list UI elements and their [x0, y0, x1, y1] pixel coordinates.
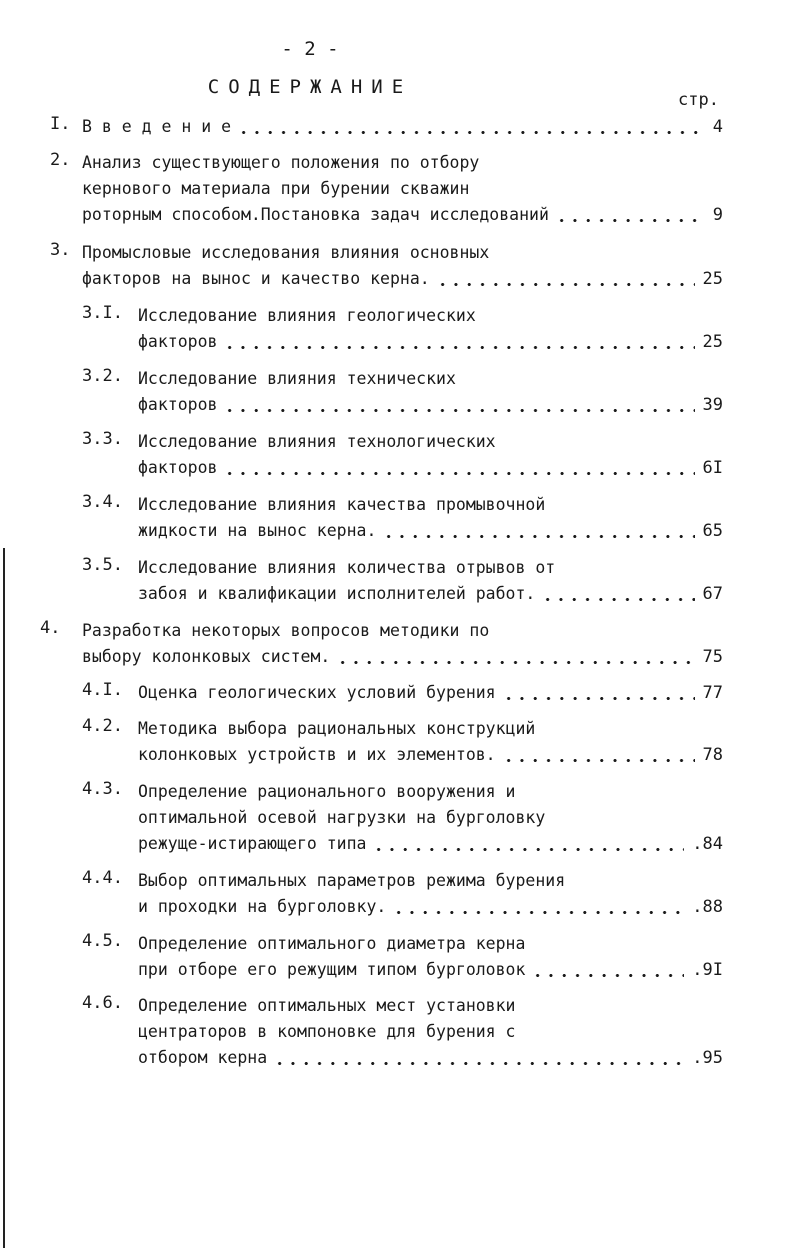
- toc-entry-number: 3.I.: [82, 303, 123, 323]
- toc-entry-line: [138, 303, 476, 329]
- toc-page-ref: 9: [712, 205, 723, 225]
- toc-entry-line: [138, 518, 701, 544]
- toc-entry-text: Методика выбора рациональных конструкций: [138, 719, 536, 738]
- toc-page-ref: .9I: [692, 960, 723, 980]
- toc-entry-number: 4.: [40, 618, 61, 638]
- toc-page-ref: .88: [692, 897, 723, 917]
- toc-page-ref: .84: [692, 834, 723, 854]
- toc-entry-number: 3.: [50, 240, 71, 260]
- toc-entry-line: [138, 805, 545, 831]
- toc-entry-line: [138, 366, 456, 392]
- toc-entry-line: [138, 581, 701, 607]
- toc-leader-dots: [549, 202, 711, 228]
- toc-entry-text: В в е д е н и е: [82, 117, 232, 136]
- toc-entry-text: оптимальной осевой нагрузки на бурголовку: [138, 808, 546, 827]
- toc-leader-dots: [267, 1045, 690, 1071]
- toc-entry-text: Разработка некоторых вопросов методики по: [82, 621, 490, 640]
- toc-leader-dots: [525, 957, 690, 983]
- toc-entry-text: Оценка геологических условий бурения: [138, 683, 496, 702]
- toc-leader-dots: [496, 742, 701, 768]
- toc-entry-line: [138, 868, 565, 894]
- toc-entry-line: [138, 555, 555, 581]
- toc-entry-text: и проходки на бурголовку.: [138, 897, 387, 916]
- toc-entry-text: Выбор оптимальных параметров режима бурения: [138, 871, 566, 890]
- toc-entry-text: Определение оптимальных мест установки: [138, 996, 516, 1015]
- toc-page-ref: 25: [702, 332, 723, 352]
- toc-entry-line: [82, 266, 701, 292]
- toc-entry-text: роторным способом.Постановка задач исследований: [82, 205, 549, 224]
- toc-page-ref: 39: [702, 395, 723, 415]
- toc-entry-number: I.: [50, 114, 71, 134]
- toc-entry-line: [82, 176, 469, 202]
- toc-page-ref: 77: [702, 683, 723, 703]
- toc-entry-line: [82, 150, 479, 176]
- toc-leader-dots: [376, 518, 700, 544]
- toc-entry-line: [138, 329, 701, 355]
- toc-page-ref: 4: [712, 117, 723, 137]
- toc-entry-number: 3.5.: [82, 555, 123, 575]
- toc-entry-line: [138, 931, 525, 957]
- toc-entry-text: Промысловые исследования влияния основных: [82, 243, 490, 262]
- toc-entry-text: факторов: [138, 395, 218, 414]
- toc-entry-line: [138, 831, 690, 857]
- toc-page-ref: 25: [702, 269, 723, 289]
- toc-entry-number: 2.: [50, 150, 71, 170]
- toc-entry-number: 4.3.: [82, 779, 123, 799]
- toc-entry-text: центраторов в компоновке для бурения с: [138, 1022, 516, 1041]
- toc-entry-text: Исследование влияния качества промывочной: [138, 495, 546, 514]
- toc-entry-text: выбору колонковых систем.: [82, 647, 331, 666]
- toc-entry-line: [82, 240, 489, 266]
- toc-entry-text: Определение оптимального диаметра керна: [138, 934, 526, 953]
- toc-leader-dots: [330, 644, 700, 670]
- toc-entry-line: [138, 392, 701, 418]
- toc-entry-line: [138, 1019, 516, 1045]
- toc-entry-number: 4.6.: [82, 993, 123, 1013]
- toc-entry-text: при отборе его режущим типом бурголовок: [138, 960, 526, 979]
- toc-leader-dots: [366, 831, 690, 857]
- toc-entry-text: Исследование влияния количества отрывов от: [138, 558, 556, 577]
- scan-edge-line: [3, 548, 5, 1248]
- toc-entry-text: отбором керна: [138, 1048, 268, 1067]
- toc-entry-line: [82, 202, 711, 228]
- toc-entry-text: Определение рационального вооружения и: [138, 782, 516, 801]
- toc-entry-text: режуще-истирающего типа: [138, 834, 367, 853]
- page-column-label: стр.: [678, 90, 719, 110]
- toc-page-ref: 75: [702, 647, 723, 667]
- toc-entry-line: [138, 429, 496, 455]
- toc-page-ref: 67: [702, 584, 723, 604]
- toc-entry-line: [138, 492, 545, 518]
- toc-entry-text: колонковых устройств и их элементов.: [138, 745, 496, 764]
- toc-entry-line: [138, 993, 516, 1019]
- toc-entry-text: Исследование влияния геологических: [138, 306, 476, 325]
- toc-entry-text: факторов на вынос и качество керна.: [82, 269, 430, 288]
- page-title: СОДЕРЖАНИЕ: [207, 76, 413, 98]
- toc-entry-text: Анализ существующего положения по отбору: [82, 153, 480, 172]
- toc-entry-line: [82, 618, 489, 644]
- toc-entry-number: 3.4.: [82, 492, 123, 512]
- toc-entry-line: [82, 114, 711, 140]
- toc-entry-number: 3.3.: [82, 429, 123, 449]
- toc-entry-number: 4.5.: [82, 931, 123, 951]
- toc-leader-dots: [217, 392, 700, 418]
- page-number: - 2 -: [281, 38, 339, 60]
- toc-entry-line: [138, 957, 690, 983]
- toc-entry-line: [138, 716, 535, 742]
- toc-entry-number: 4.4.: [82, 868, 123, 888]
- toc-entry-number: 4.I.: [82, 680, 123, 700]
- toc-entry-text: Исследование влияния технических: [138, 369, 456, 388]
- toc-entry-line: [82, 644, 701, 670]
- toc-entry-line: [138, 894, 690, 920]
- toc-entry-line: [138, 1045, 690, 1071]
- toc-entry-number: 4.2.: [82, 716, 123, 736]
- toc-entry-line: [138, 779, 516, 805]
- toc-leader-dots: [496, 680, 701, 706]
- toc-page-ref: 65: [702, 521, 723, 541]
- toc-entry-text: кернового материала при бурении скважин: [82, 179, 470, 198]
- toc-leader-dots: [217, 455, 700, 481]
- toc-page-ref: 78: [702, 745, 723, 765]
- toc-entry-line: [138, 742, 701, 768]
- toc-entry-text: факторов: [138, 332, 218, 351]
- toc-leader-dots: [430, 266, 701, 292]
- toc-entry-text: Исследование влияния технологических: [138, 432, 496, 451]
- toc-leader-dots: [535, 581, 700, 607]
- toc-leader-dots: [217, 329, 700, 355]
- toc-entry-line: [138, 680, 701, 706]
- toc-page-ref: .95: [692, 1048, 723, 1068]
- toc-entry-text: жидкости на вынос керна.: [138, 521, 377, 540]
- toc-entry-number: 3.2.: [82, 366, 123, 386]
- toc-entry-text: забоя и квалификации исполнителей работ.: [138, 584, 536, 603]
- toc-leader-dots: [231, 114, 711, 140]
- toc-entry-text: факторов: [138, 458, 218, 477]
- toc-page-ref: 6I: [702, 458, 723, 478]
- toc-leader-dots: [386, 894, 690, 920]
- toc-entry-line: [138, 455, 701, 481]
